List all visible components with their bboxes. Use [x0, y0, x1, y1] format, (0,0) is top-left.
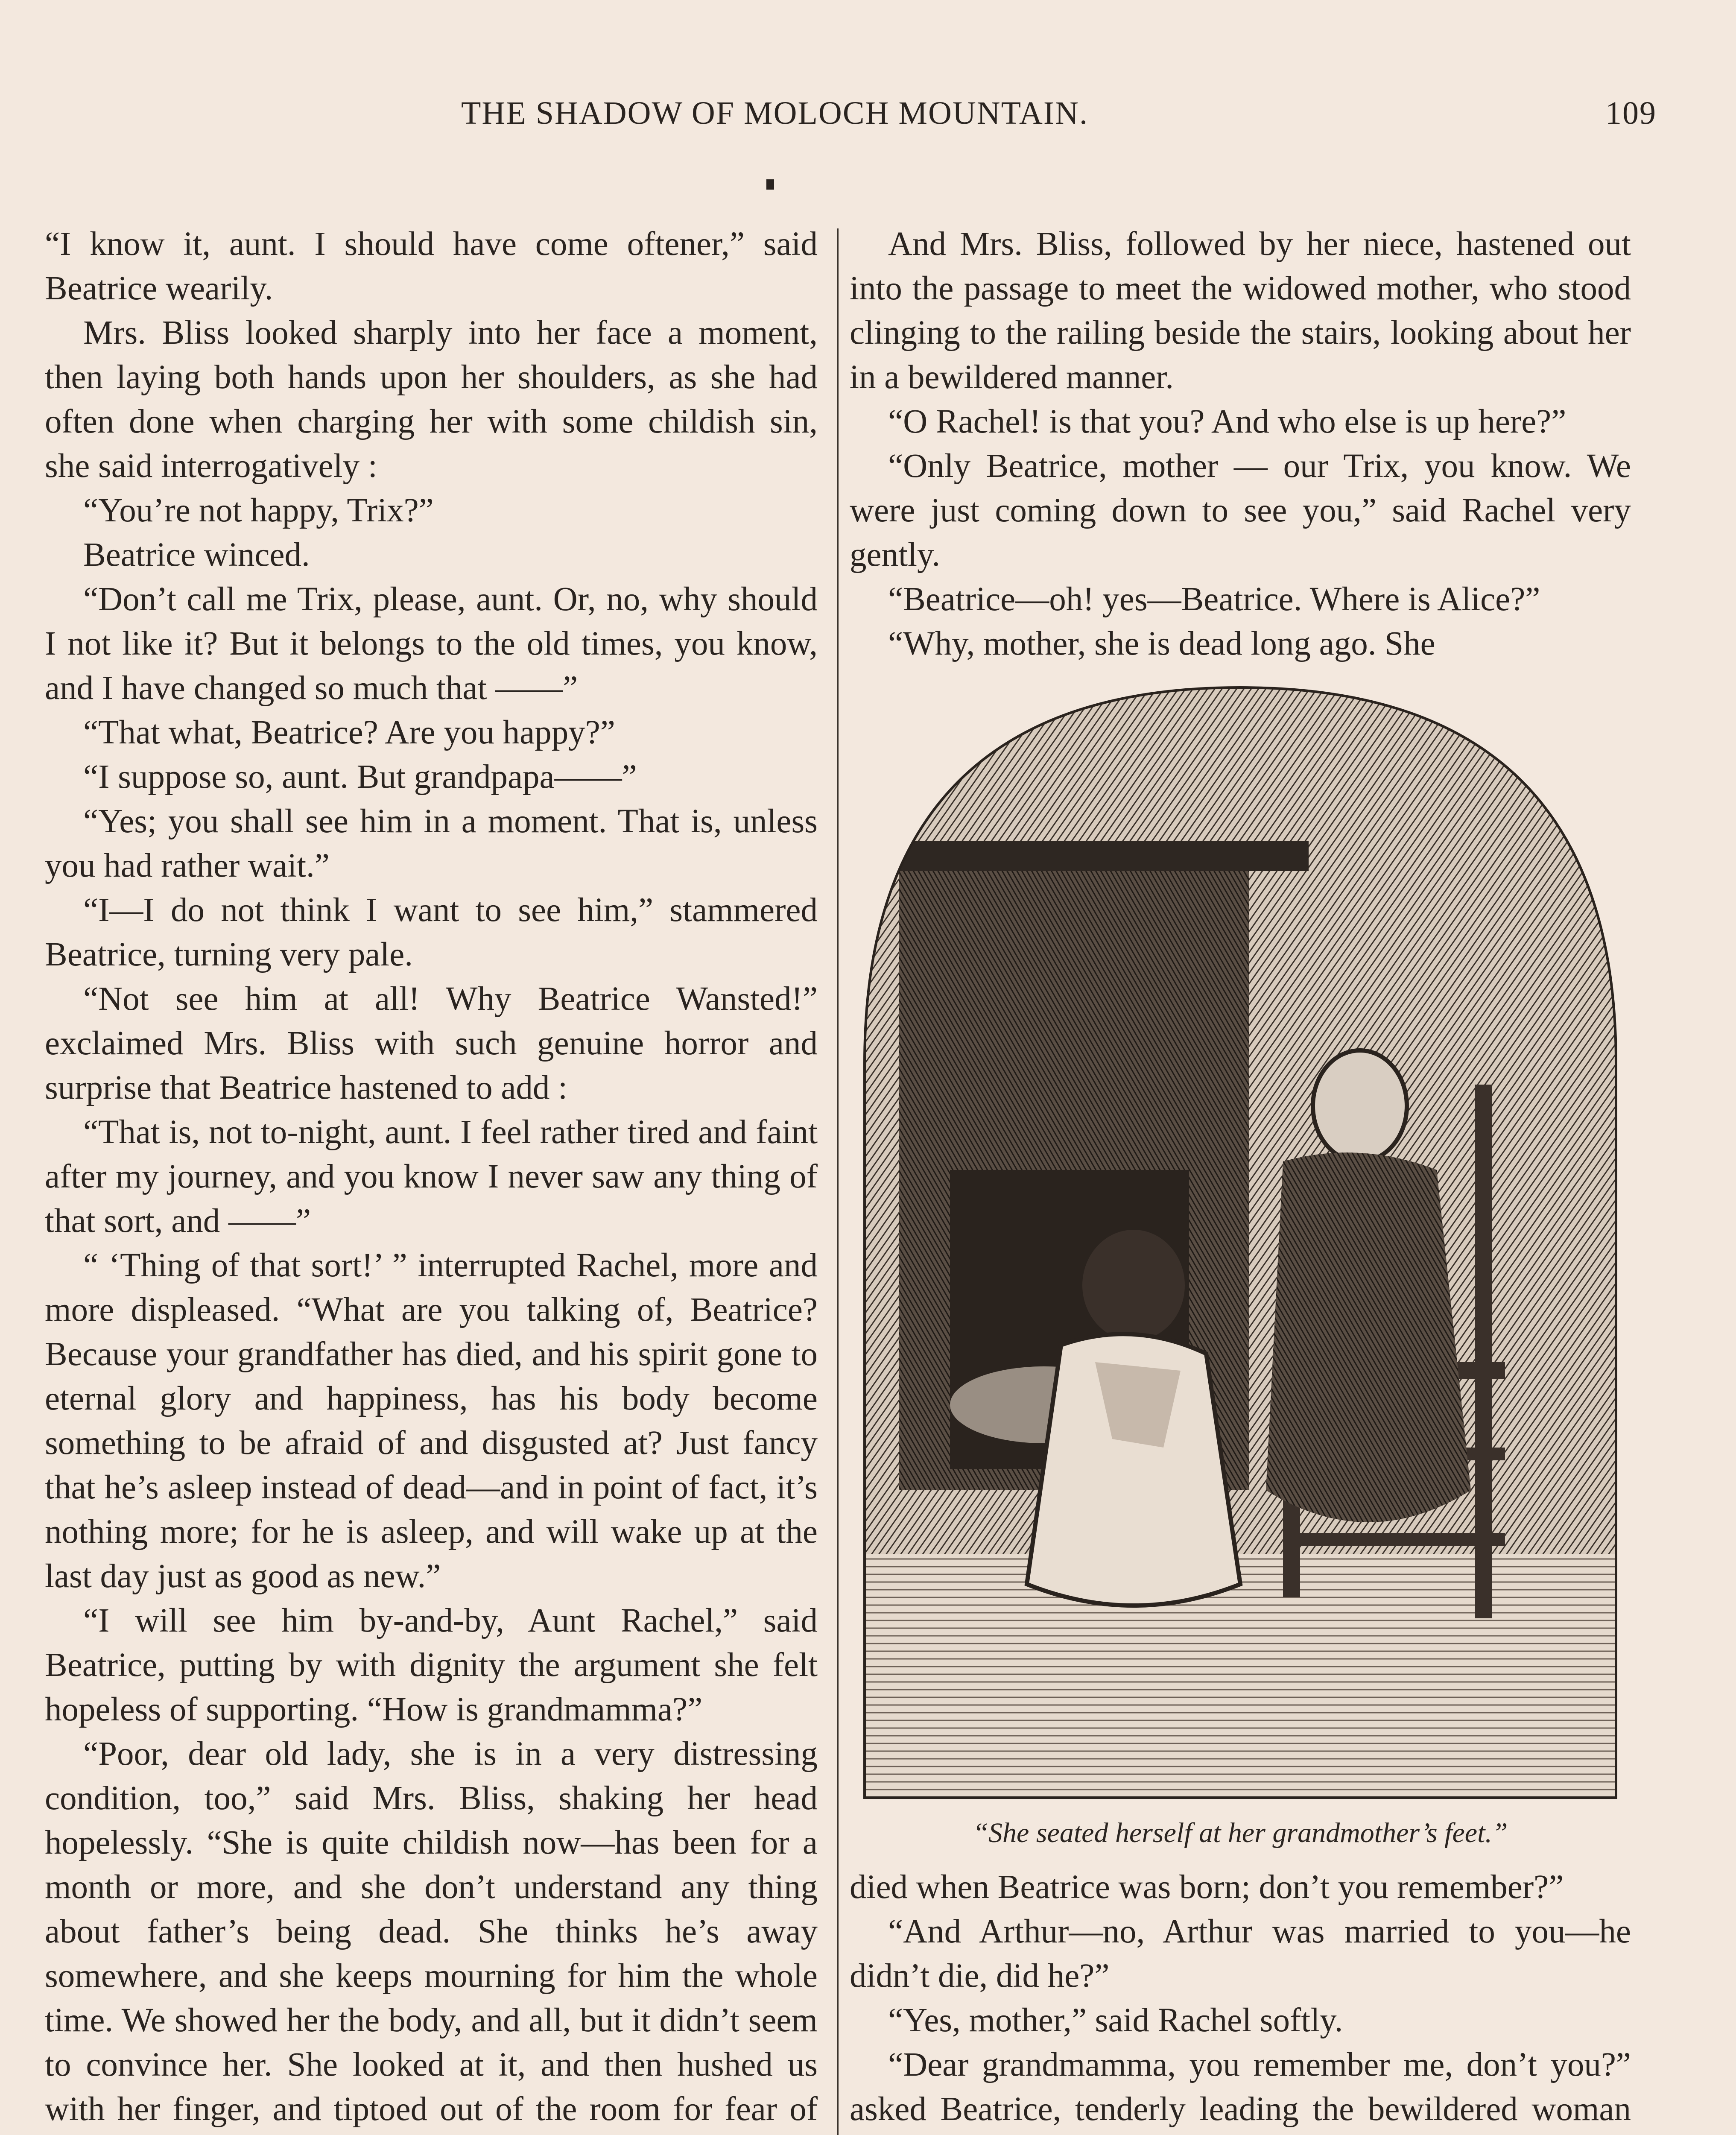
paragraph: died when Beatrice was born; don’t you remember?”: [850, 1869, 1564, 1906]
ornament-mark: [766, 179, 774, 190]
column-divider: [837, 228, 839, 2135]
paragraph: “I suppose so, aunt. But grandpapa——”: [83, 758, 637, 796]
engraving-illustration: [856, 679, 1625, 1806]
paragraph: “ ‘Thing of that sort!’ ” interrupted Rachel, more and more displeased. “What are you talking of, Beatrice? Because your grandfather has died, and his spirit gone to eternal glory and happiness, has his body become something to be afraid of and disgusted at? Just fancy that he’s asleep instead of dead—and in point of fact, it’s nothing more; for he is asleep, and will wake up at the last day just as good as new.”: [45, 1247, 818, 1595]
paragraph: “That is, not to-night, aunt. I feel rather tired and faint after my journey, and you know I never saw any thing of that sort, and ——”: [45, 1114, 818, 1240]
paragraph: “Don’t call me Trix, please, aunt. Or, no, why should I not like it? But it belongs to the old times, you know, and I have changed so much that ——”: [45, 581, 818, 707]
paragraph: “Dear grandmamma, you remember me, don’t you?” asked Beatrice, tenderly leading the bewildered woman: [850, 2046, 1631, 2128]
paragraph: “That what, Beatrice? Are you happy?”: [83, 714, 615, 751]
left-column: [45, 222, 818, 2135]
paragraph: “You’re not happy, Trix?”: [83, 492, 434, 529]
engraving-figure: [850, 679, 1631, 1852]
running-title: THE SHADOW OF MOLOCH MOUNTAIN.: [461, 95, 1089, 131]
paragraph: “Yes, mother,” said Rachel softly.: [888, 2002, 1343, 2039]
paragraph: “Why, mother, she is dead long ago. She: [888, 625, 1435, 662]
paragraph: “O Rachel! is that you? And who else is up here?”: [888, 403, 1566, 440]
paragraph: “I know it, aunt. I should have come oftener,” said Beatrice wearily.: [45, 225, 818, 307]
paragraph: “Beatrice—oh! yes—Beatrice. Where is Alice?”: [888, 581, 1540, 618]
page-number: 109: [1605, 95, 1657, 131]
paragraph: Beatrice winced.: [83, 536, 310, 573]
paragraph: And Mrs. Bliss, followed by her niece, hastened out into the passage to meet the widowed mother, who stood clinging to the railing beside the stairs, looking about her in a bewildered manner.: [850, 225, 1631, 396]
paragraph: “Not see him at all! Why Beatrice Wansted!” exclaimed Mrs. Bliss with such genuine horror and surprise that Beatrice hastened to add :: [45, 980, 818, 1106]
paragraph: “Poor, dear old lady, she is in a very distressing condition, too,” said Mrs. Bliss, shaking her head hopelessly. “She is quite childish now—has been for a month or more, and she don’t understand any thing about father’s being dead. She thinks he’s away somewhere, and she keeps mourning for him the whole time. We showed her the body, and all, but it didn’t seem to convince her. She looked at it, and then hushed us with her finger, and tiptoed out of the room for fear of: [45, 1735, 818, 2128]
paragraph: “Yes; you shall see him in a moment. That is, unless you had rather wait.”: [45, 803, 818, 884]
paragraph: Mrs. Bliss looked sharply into her face a moment, then laying both hands upon her shoulders, as she had often done when charging her with some childish sin, she said interrogatively :: [45, 314, 818, 485]
paragraph: “And Arthur—no, Arthur was married to you—he didn’t die, did he?”: [850, 1913, 1631, 1995]
running-header: [461, 95, 1657, 146]
right-column: [850, 222, 1631, 2135]
paragraph: “Only Beatrice, mother — our Trix, you know. We were just coming down to see you,” said Rachel very gently.: [850, 447, 1631, 573]
paragraph: “I will see him by-and-by, Aunt Rachel,” said Beatrice, putting by with dignity the argument she felt hopeless of supporting. “How is grandmamma?”: [45, 1602, 818, 1728]
figure-caption: “She seated herself at her grandmother’s feet.”: [973, 1817, 1508, 1848]
paragraph: “I—I do not think I want to see him,” stammered Beatrice, turning very pale.: [45, 892, 818, 973]
